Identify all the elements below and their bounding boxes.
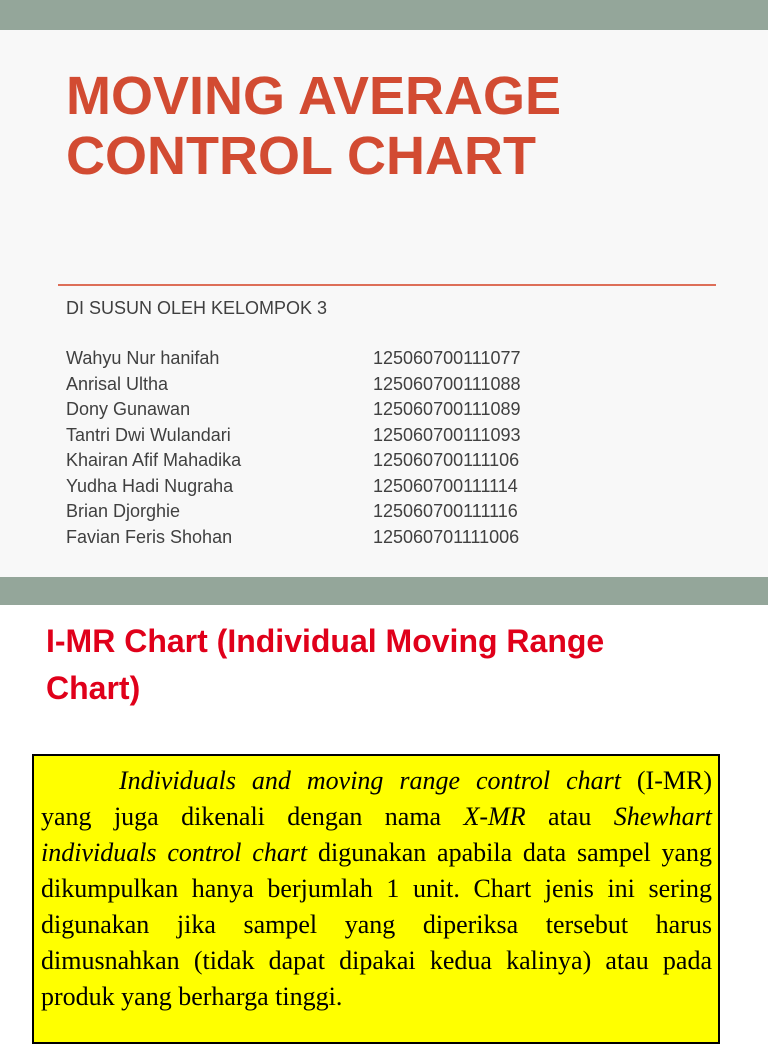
member-name: Tantri Dwi Wulandari xyxy=(66,424,231,445)
term-shewhart-italic: Shewhart individuals control chart xyxy=(41,802,712,867)
title-divider xyxy=(58,284,716,286)
member-nim: 125060700111077 xyxy=(373,348,521,368)
paragraph-text-2: atau xyxy=(525,802,614,831)
member-nim: 125060700111106 xyxy=(373,450,520,470)
member-nim: 125060700111114 xyxy=(373,475,518,496)
slide-separator-band xyxy=(0,577,768,605)
imr-slide-title xyxy=(46,618,746,712)
member-nim: 125060700111116 xyxy=(373,501,518,521)
member-row xyxy=(66,397,521,423)
slide-title xyxy=(66,66,746,186)
member-name: Wahyu Nur hanifah xyxy=(66,348,220,368)
member-row xyxy=(66,423,521,449)
member-nim: 125060700111089 xyxy=(373,399,521,419)
imr-title-line-1: I-MR Chart (Individual Moving Range xyxy=(46,623,605,659)
member-row xyxy=(66,525,521,551)
member-list xyxy=(66,346,521,550)
imr-title-line-2: Chart) xyxy=(46,670,141,706)
member-name: Dony Gunawan xyxy=(66,399,191,419)
group-subtitle: DI SUSUN OLEH KELOMPOK 3 xyxy=(66,298,328,318)
member-nim: 125060700111093 xyxy=(373,424,521,445)
member-nim: 125060701111006 xyxy=(373,526,520,547)
member-row xyxy=(66,448,521,474)
paragraph-text-1: (I-MR) yang juga dikenali dengan nama xyxy=(41,766,712,831)
definition-textbox xyxy=(32,754,720,1044)
member-name: Anrisal Ultha xyxy=(66,373,169,394)
member-name: Brian Djorghie xyxy=(66,501,181,521)
member-nim: 125060700111088 xyxy=(373,373,521,394)
slide-title-line-2: CONTROL CHART xyxy=(66,126,536,186)
definition-paragraph xyxy=(41,763,712,1015)
member-row xyxy=(66,372,521,398)
member-name: Yudha Hadi Nugraha xyxy=(66,475,234,496)
member-row xyxy=(66,474,521,500)
member-row xyxy=(66,346,521,372)
member-name: Favian Feris Shohan xyxy=(66,526,233,547)
member-name: Khairan Afif Mahadika xyxy=(66,450,242,470)
member-row xyxy=(66,499,521,525)
term-xmr-italic: X-MR xyxy=(463,802,526,831)
term-imr-italic: Individuals and moving range control chart xyxy=(119,766,621,795)
top-band xyxy=(0,0,768,30)
paragraph-text-3: digunakan apabila data sampel yang dikumpulkan hanya berjumlah 1 unit. Chart jenis ini sering digunakan jika sampel yang diperiksa tersebut harus dimusnahkan (tidak dapat dipakai kedua kalinya) atau pada produk yang berharga tinggi. xyxy=(41,838,712,1011)
slide-title-line-1: MOVING AVERAGE xyxy=(66,66,562,126)
